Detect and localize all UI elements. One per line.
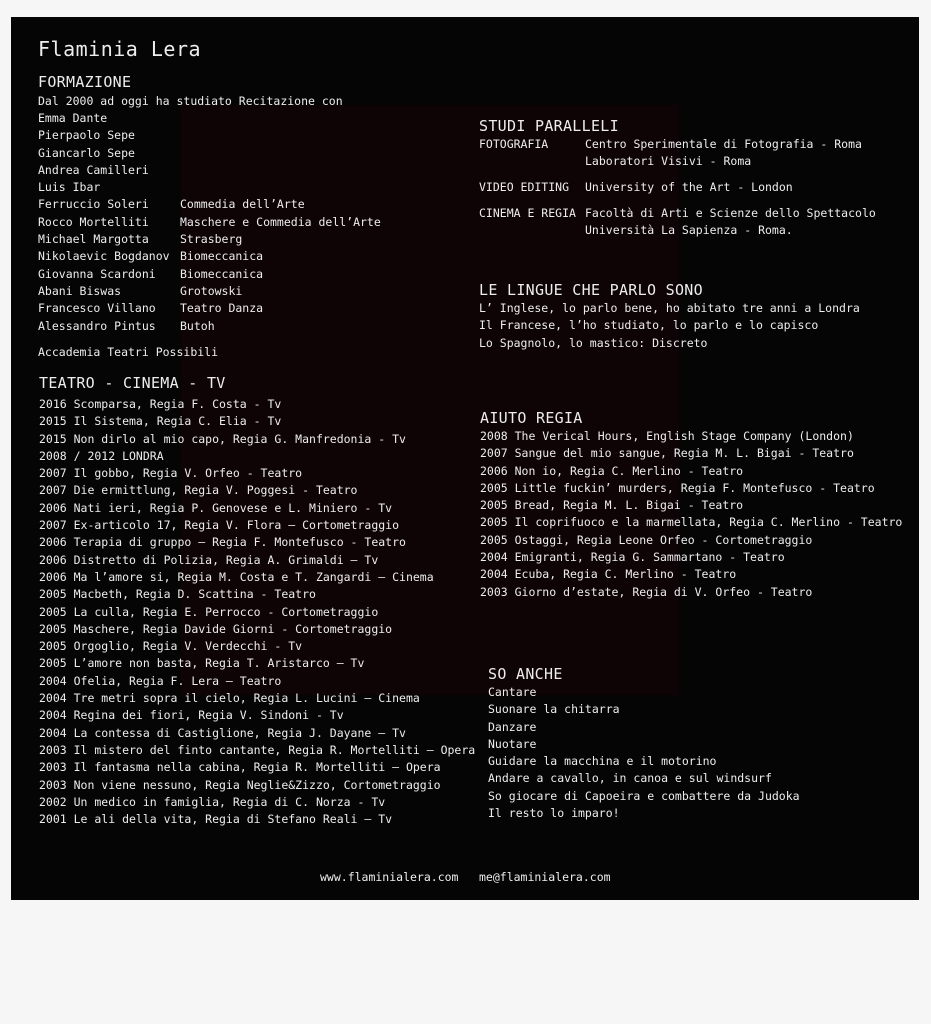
teacher-row (38, 179, 418, 196)
teatro-item: 2006 Terapia di gruppo – Regia F. Montefusco - Teatro (39, 535, 406, 550)
teatro-list (39, 396, 475, 828)
studi-list (479, 136, 876, 239)
teacher-name: Giancarlo Sepe (38, 145, 135, 160)
teatro-item: 2015 Non dirlo al mio capo, Regia G. Manfredonia - Tv (39, 431, 406, 446)
teacher-row (38, 318, 418, 335)
teachers-list (38, 110, 418, 335)
teatro-item: 2003 Il fantasma nella cabina, Regia R. Mortelliti – Opera (39, 760, 441, 775)
teatro-item: 2016 Scomparsa, Regia F. Costa - Tv (39, 397, 282, 411)
studi-value: Centro Sperimentale di Fotografia - Roma (585, 137, 862, 151)
skill-item: Danzare (488, 719, 537, 734)
lingua-item: Lo Spagnolo, lo mastico: Discreto (479, 335, 708, 350)
page-title: Flaminia Lera (38, 37, 202, 61)
teatro-item: 2004 La contessa di Castiglione, Regia J. Dayane – Tv (39, 725, 406, 740)
skill-item: Suonare la chitarra (488, 702, 620, 717)
studi-key: CINEMA E REGIA (479, 205, 576, 220)
teatro-item: 2007 Die ermittlung, Regia V. Poggesi - Teatro (39, 483, 358, 498)
teacher-name: Ferruccio Soleri (38, 197, 149, 212)
aiuto-item: 2004 Ecuba, Regia C. Merlino - Teatro (480, 567, 737, 582)
teacher-row (38, 266, 418, 283)
teatro-item: 2005 Maschere, Regia Davide Giorni - Cortometraggio (39, 621, 393, 636)
accademia: Accademia Teatri Possibili (38, 345, 219, 359)
teatro-item: 2006 Nati ieri, Regia P. Genovese e L. Miniero - Tv (39, 500, 393, 515)
skill-item: Nuotare (488, 736, 537, 751)
teatro-item: 2004 Regina dei fiori, Regia V. Sindoni - Tv (39, 708, 344, 723)
teacher-name: Rocco Mortelliti (38, 214, 149, 229)
teacher-discipline: Strasberg (180, 232, 243, 247)
teatro-item: 2006 Ma l’amore si, Regia M. Costa e T. Zangardi – Cinema (39, 569, 434, 584)
teatro-item: 2008 / 2012 LONDRA (39, 448, 164, 463)
skill-item: Guidare la macchina e il motorino (488, 754, 717, 769)
aiuto-item: 2007 Sangue del mio sangue, Regia M. L. Bigai - Teatro (480, 446, 854, 461)
teatro-item: 2007 Il gobbo, Regia V. Orfeo - Teatro (39, 466, 303, 481)
cv-panel (11, 17, 919, 900)
skill-item: Andare a cavallo, in canoa e sul windsurf (488, 771, 772, 786)
teatro-item: 2005 Macbeth, Regia D. Scattina - Teatro (39, 587, 316, 602)
teacher-name: Emma Dante (38, 111, 108, 125)
studi-spacer (479, 196, 876, 205)
teacher-discipline: Biomeccanica (180, 266, 264, 281)
teacher-row (38, 248, 418, 265)
teatro-item: 2006 Distretto di Polizia, Regia A. Grimaldi – Tv (39, 552, 379, 567)
formazione-intro: Dal 2000 ad oggi ha studiato Recitazione con (38, 94, 343, 108)
teacher-row (38, 231, 418, 248)
lingua-item: Il Francese, l’ho studiato, lo parlo e lo capisco (479, 318, 819, 333)
studi-key: VIDEO EDITING (479, 180, 570, 195)
aiuto-item: 2005 Bread, Regia M. L. Bigai - Teatro (480, 498, 744, 513)
teacher-row (38, 196, 418, 213)
teacher-name: Alessandro Pintus (38, 318, 156, 333)
teatro-item: 2004 Tre metri sopra il cielo, Regia L. Lucini – Cinema (39, 691, 420, 706)
teacher-discipline: Teatro Danza (180, 301, 264, 316)
formazione-heading: FORMAZIONE (38, 73, 132, 91)
studi-key (479, 153, 585, 170)
teacher-name: Michael Margotta (38, 232, 149, 247)
teacher-row (38, 162, 418, 179)
studi-key: FOTOGRAFIA (479, 137, 549, 151)
aiuto-item: 2005 Il coprifuoco e la marmellata, Regia C. Merlino - Teatro (480, 515, 903, 530)
studi-value: Università La Sapienza - Roma. (585, 223, 793, 238)
teatro-item: 2005 La culla, Regia E. Perrocco - Cortometraggio (39, 604, 379, 619)
aiuto-item: 2005 Ostaggi, Regia Leone Orfeo - Cortometraggio (480, 532, 813, 547)
anche-list (488, 684, 800, 822)
website-link[interactable]: www.flaminialera.com (320, 870, 459, 884)
teacher-discipline: Commedia dell’Arte (180, 197, 305, 212)
teacher-name: Luis Ibar (38, 180, 101, 195)
aiuto-item: 2004 Emigranti, Regia G. Sammartano - Teatro (480, 550, 785, 565)
teacher-name: Francesco Villano (38, 301, 156, 316)
aiuto-item: 2005 Little fuckin’ murders, Regia F. Montefusco - Teatro (480, 480, 875, 495)
teacher-name: Pierpaolo Sepe (38, 128, 135, 143)
teatro-item: 2007 Ex-articolo 17, Regia V. Flora – Cortometraggio (39, 518, 400, 533)
teacher-discipline: Butoh (180, 318, 215, 333)
studi-row (479, 222, 876, 239)
email-link[interactable]: me@flaminialera.com (479, 870, 611, 884)
skill-item: So giocare di Capoeira e combattere da Judoka (488, 788, 800, 803)
studi-key (479, 222, 585, 239)
aiuto-item: 2003 Giorno d’estate, Regia di V. Orfeo - Teatro (480, 584, 813, 599)
aiuto-heading: AIUTO REGIA (480, 409, 583, 427)
studi-value: Laboratori Visivi - Roma (585, 154, 752, 169)
teatro-item: 2005 Orgoglio, Regia V. Verdecchi - Tv (39, 639, 303, 654)
teatro-item: 2001 Le ali della vita, Regia di Stefano Reali – Tv (39, 812, 393, 827)
studi-value: Facoltà di Arti e Scienze dello Spettacolo (585, 205, 876, 220)
teacher-row (38, 214, 418, 231)
teacher-name: Abani Biswas (38, 283, 122, 298)
teacher-name: Giovanna Scardoni (38, 266, 156, 281)
anche-heading: SO ANCHE (488, 665, 563, 683)
skill-item: Il resto lo imparo! (488, 806, 620, 821)
studi-value: University of the Art - London (585, 180, 793, 195)
teacher-row (38, 110, 418, 127)
studi-row (479, 153, 876, 170)
teacher-name: Nikolaevic Bogdanov (38, 249, 170, 264)
teatro-item: 2002 Un medico in famiglia, Regia di C. Norza - Tv (39, 794, 386, 809)
teatro-item: 2004 Ofelia, Regia F. Lera – Teatro (39, 673, 282, 688)
studi-row (479, 205, 876, 222)
studi-heading: STUDI PARALLELI (479, 117, 619, 135)
studi-spacer (479, 171, 876, 180)
teacher-row (38, 127, 418, 144)
teacher-discipline: Maschere e Commedia dell’Arte (180, 214, 381, 229)
lingua-item: L’ Inglese, lo parlo bene, ho abitato tre anni a Londra (479, 301, 860, 315)
aiuto-item: 2006 Non io, Regia C. Merlino - Teatro (480, 463, 744, 478)
teatro-item: 2003 Non viene nessuno, Regia Neglie&Zizzo, Cortometraggio (39, 777, 441, 792)
studi-row (479, 179, 876, 196)
studi-row (479, 136, 876, 153)
teatro-item: 2003 Il mistero del finto cantante, Regia R. Mortelliti – Opera (39, 742, 476, 757)
teacher-discipline: Grotowski (180, 283, 243, 298)
teatro-item: 2015 Il Sistema, Regia C. Elia - Tv (39, 414, 282, 429)
lingue-heading: LE LINGUE CHE PARLO SONO (479, 281, 703, 299)
aiuto-item: 2008 The Verical Hours, English Stage Company (London) (480, 429, 854, 443)
teacher-row (38, 145, 418, 162)
teacher-name: Andrea Camilleri (38, 162, 149, 177)
skill-item: Cantare (488, 685, 537, 699)
aiuto-list (480, 428, 902, 601)
teatro-item: 2005 L’amore non basta, Regia T. Aristarco – Tv (39, 656, 365, 671)
teacher-row (38, 300, 418, 317)
teatro-heading: TEATRO - CINEMA - TV (39, 374, 226, 392)
teacher-row (38, 283, 418, 300)
teacher-discipline: Biomeccanica (180, 249, 264, 264)
lingue-list (479, 300, 860, 352)
